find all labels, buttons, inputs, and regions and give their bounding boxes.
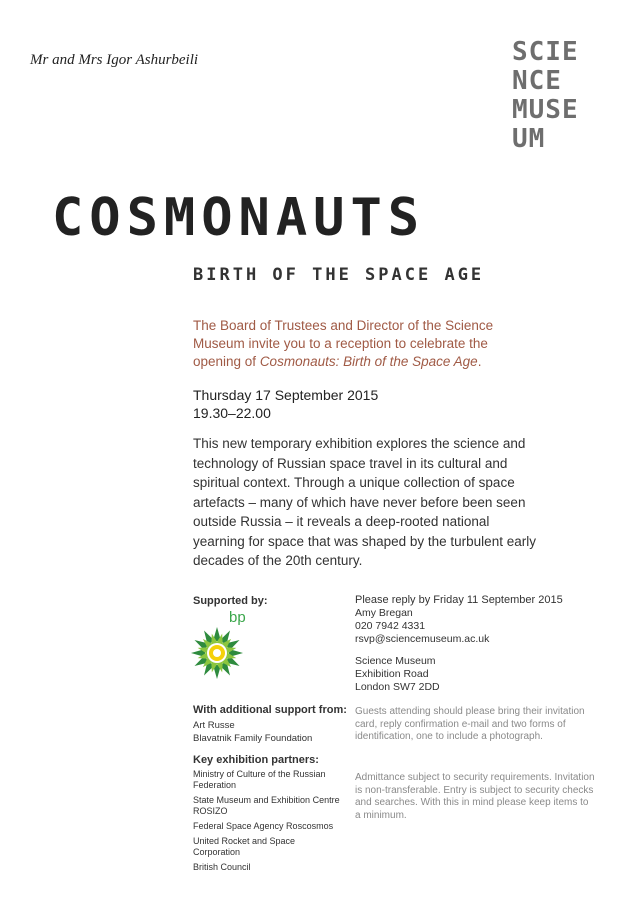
rsvp-heading: Please reply by Friday 11 September 2015 xyxy=(355,594,563,606)
address-line: London SW7 2DD xyxy=(355,681,440,693)
exhibition-description: This new temporary exhibition explores the science and technology of Russian space travel in its cultural and spiritual context. Through a unique collection of space artefacts – many of which have never before been seen outside Russia – it reveals a deep-rooted national yearning for space that was shaped by the turbulent early decades of the 20th century. xyxy=(193,436,536,568)
venue-address xyxy=(355,655,440,694)
rsvp-contact xyxy=(355,607,489,646)
exhibition-subtitle: BIRTH OF THE SPACE AGE xyxy=(193,265,485,285)
partners-heading: Key exhibition partners: xyxy=(193,754,319,766)
partner-item: United Rocket and Space Corporation xyxy=(193,836,296,857)
supporter-item: Blavatnik Family Foundation xyxy=(193,733,313,744)
partners-list xyxy=(193,769,343,877)
addressee: Mr and Mrs Igor Ashurbeili xyxy=(30,52,199,68)
security-notice: Admittance subject to security requirements. Invitation is non-transferable. Entry is subject to security checks and searches. With this in mind please keep items to a minimum. xyxy=(355,772,595,821)
partner-item: British Council xyxy=(193,862,251,872)
logo-row: UM xyxy=(512,124,546,154)
bp-wordmark: bp xyxy=(229,609,246,626)
supported-by-heading: Supported by: xyxy=(193,595,268,607)
partner-item: Federal Space Agency Roscosmos xyxy=(193,821,334,831)
additional-support-heading: With additional support from: xyxy=(193,704,347,716)
bp-helios-logo-icon xyxy=(190,626,244,680)
address-line: Exhibition Road xyxy=(355,668,429,680)
additional-support-list xyxy=(193,719,312,745)
partner-item: Ministry of Culture of the Russian Federation xyxy=(193,769,326,790)
science-museum-logo xyxy=(512,38,604,154)
invitation-intro xyxy=(193,317,523,371)
logo-row: MUSE xyxy=(512,95,579,125)
logo-row: NCE xyxy=(512,66,562,96)
address-line: Science Museum xyxy=(355,655,436,667)
intro-end: . xyxy=(477,354,482,369)
event-date: Thursday 17 September 2015 xyxy=(193,387,379,403)
event-datetime xyxy=(193,386,378,422)
supporter-item: Art Russe xyxy=(193,720,235,731)
event-time: 19.30–22.00 xyxy=(193,405,271,421)
rsvp-phone: 020 7942 4331 xyxy=(355,620,426,632)
rsvp-email: rsvp@sciencemuseum.ac.uk xyxy=(355,633,490,645)
partner-item: State Museum and Exhibition Centre ROSIZO xyxy=(193,795,340,816)
rsvp-contact-name: Amy Bregan xyxy=(355,607,413,619)
intro-exhibition-name: Cosmonauts: Birth of the Space Age xyxy=(259,354,478,369)
intro-lead: The Board of Trustees and Director of the Science Museum invite you to a reception to celebrate the opening of xyxy=(193,318,494,369)
logo-row: SCIE xyxy=(512,37,579,67)
exhibition-title: COSMONAUTS xyxy=(52,188,426,248)
identification-notice: Guests attending should please bring their invitation card, reply confirmation e-mail and two forms of identification, one to include a photograph. xyxy=(355,706,585,742)
